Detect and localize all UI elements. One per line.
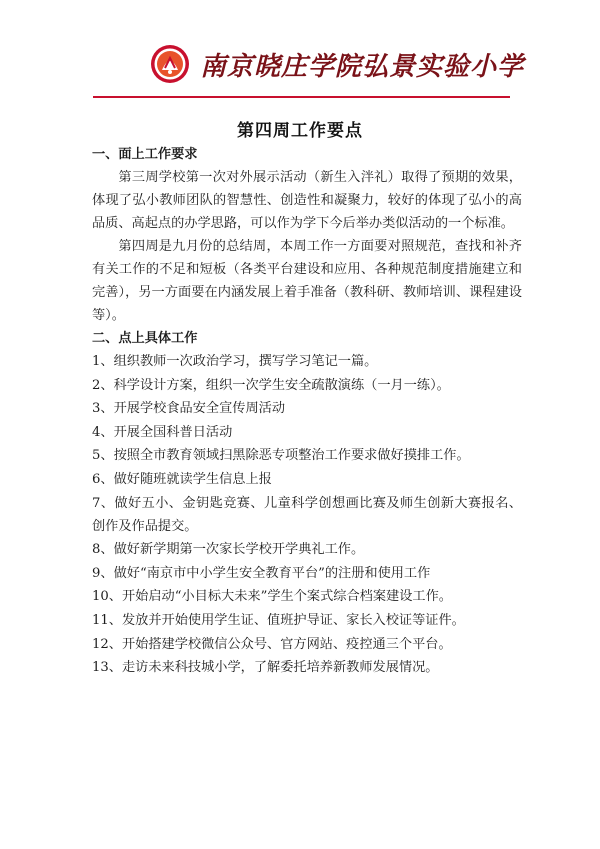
list-item: 13、走访未来科技城小学，了解委托培养新教师发展情况。 — [92, 660, 439, 676]
school-name: 南京晓庄学院弘景实验小学 — [200, 51, 525, 82]
list-item: 2、科学设计方案，组织一次学生安全疏散演练（一月一练）。 — [92, 377, 450, 393]
section-heading-1: 一、面上工作要求 — [92, 147, 198, 162]
list-item: 9、做好“南京市中小学生安全教育平台”的注册和使用工作 — [92, 565, 431, 581]
page-title: 第四周工作要点 — [237, 121, 363, 141]
list-item: 1、组织教师一次政治学习，撰写学习笔记一篇。 — [92, 354, 378, 369]
list-item: 11、发放并开始使用学生证、值班护导证、家长入校证等证件。 — [92, 612, 465, 628]
school-emblem-icon — [150, 44, 190, 84]
list-item: 3、开展学校食品安全宣传周活动 — [92, 401, 286, 417]
list-item: 7、做好五小、金钥匙竞赛、儿童科学创想画比赛及师生创新大赛报名、创作及作品提交。 — [92, 495, 522, 534]
list-item: 8、做好新学期第一次家长学校开学典礼工作。 — [92, 542, 365, 558]
paragraph: 第四周是九月份的总结周，本周工作一方面要对照规范，查找和补齐有关工作的不足和短板（各类平台建设和应用、各种规范制度措施建立和完善），另一方面要在内涵发展上着手准备（教科研、教师培训、课程建设等）。 — [92, 239, 522, 323]
list-item: 10、开始启动“小目标大未来”学生个案式综合档案建设工作。 — [92, 589, 452, 605]
document-body — [92, 143, 522, 679]
section-heading-2: 二、点上具体工作 — [92, 331, 198, 346]
letterhead — [150, 40, 525, 88]
paragraph: 第三周学校第一次对外展示活动（新生入泮礼）取得了预期的效果，体现了弘小教师团队的智慧性、创造性和凝聚力，较好的体现了弘小的高品质、高起点的办学思路，可以作为学下今后举办类似活动的一个标准。 — [92, 170, 522, 231]
list-item: 5、按照全市教育领域扫黑除恶专项整治工作要求做好摸排工作。 — [92, 448, 470, 464]
list-item: 6、做好随班就读学生信息上报 — [92, 471, 272, 487]
header-divider — [93, 96, 510, 98]
list-item: 4、开展全国科普日活动 — [92, 424, 233, 440]
list-item: 12、开始搭建学校微信公众号、官方网站、疫控通三个平台。 — [92, 636, 452, 652]
